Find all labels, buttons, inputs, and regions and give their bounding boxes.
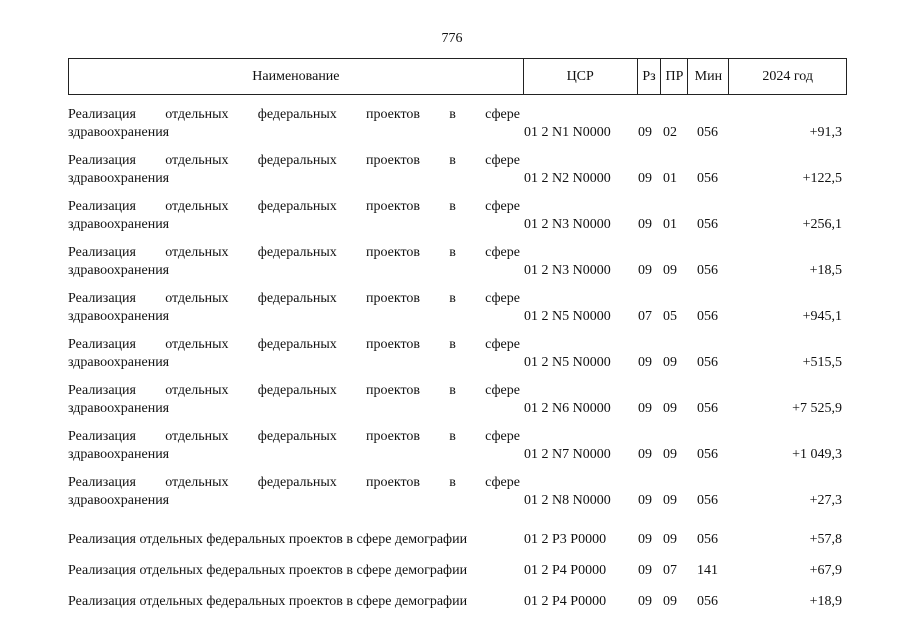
word: Реализация <box>68 199 136 214</box>
cell-min: 056 <box>697 594 718 609</box>
word: Реализация <box>68 107 136 122</box>
cell-csr: 01 2 P4 P0000 <box>524 594 607 609</box>
word: федеральных <box>257 383 337 398</box>
cell-rz: 09 <box>638 447 652 462</box>
cell-rz: 09 <box>638 125 652 140</box>
cell-csr: 01 2 N6 N0000 <box>524 401 611 416</box>
row-name-line1 <box>68 152 520 170</box>
word: в <box>449 475 456 490</box>
word: отдельных <box>165 383 229 398</box>
cell-rz: 09 <box>638 263 652 278</box>
word: сфере <box>485 337 520 352</box>
word: сфере <box>485 199 520 214</box>
cell-csr: 01 2 N7 N0000 <box>524 447 611 462</box>
row-name <box>68 336 520 372</box>
word: Реализация <box>68 429 136 444</box>
word: в <box>449 153 456 168</box>
word: проектов <box>366 107 421 122</box>
table-row <box>0 551 904 582</box>
word: проектов <box>366 291 421 306</box>
page-number: 776 <box>441 31 463 46</box>
column-header-csr: ЦСР <box>524 59 638 94</box>
word: федеральных <box>257 337 337 352</box>
row-name: Реализация отдельных федеральных проектов в сфере демографии <box>68 532 468 547</box>
row-name-line1 <box>68 106 520 124</box>
word: проектов <box>366 475 421 490</box>
cell-rz: 09 <box>638 563 652 578</box>
word: отдельных <box>165 107 229 122</box>
word: федеральных <box>257 107 337 122</box>
row-name-line2: здравоохранения <box>68 309 170 324</box>
cell-csr: 01 2 N1 N0000 <box>524 125 611 140</box>
word: Реализация <box>68 383 136 398</box>
word: сфере <box>485 429 520 444</box>
word: Реализация <box>68 475 136 490</box>
word: сфере <box>485 291 520 306</box>
word: Реализация <box>68 291 136 306</box>
row-name <box>68 290 520 326</box>
cell-rz: 09 <box>638 171 652 186</box>
word: проектов <box>366 245 421 260</box>
cell-pr: 01 <box>663 217 677 232</box>
cell-amount: +27,3 <box>809 493 842 508</box>
row-name-line2: здравоохранения <box>68 355 170 370</box>
word: сфере <box>485 245 520 260</box>
column-header-year: 2024 год <box>762 68 813 84</box>
cell-amount: +945,1 <box>802 309 842 324</box>
cell-pr: 09 <box>663 532 677 547</box>
word: Реализация <box>68 337 136 352</box>
row-name-line1 <box>68 290 520 308</box>
word: проектов <box>366 337 421 352</box>
row-name-line1 <box>68 336 520 354</box>
word: сфере <box>485 383 520 398</box>
cell-min: 056 <box>697 532 718 547</box>
word: отдельных <box>165 429 229 444</box>
cell-min: 056 <box>697 355 718 370</box>
cell-amount: +7 525,9 <box>792 401 842 416</box>
word: отдельных <box>165 199 229 214</box>
cell-amount: +1 049,3 <box>792 447 842 462</box>
column-header-name: Наименование <box>69 59 524 94</box>
table-row <box>0 520 904 551</box>
word: отдельных <box>165 337 229 352</box>
cell-rz: 09 <box>638 594 652 609</box>
table-header <box>68 58 847 95</box>
row-name-line1 <box>68 428 520 446</box>
word: Реализация <box>68 153 136 168</box>
row-name-line1 <box>68 382 520 400</box>
table-row <box>0 336 904 382</box>
cell-csr: 01 2 N2 N0000 <box>524 171 611 186</box>
table-row <box>0 152 904 198</box>
row-name <box>68 382 520 418</box>
cell-rz: 09 <box>638 355 652 370</box>
cell-min: 056 <box>697 447 718 462</box>
row-name-line2: здравоохранения <box>68 217 170 232</box>
row-name <box>68 198 520 234</box>
cell-rz: 09 <box>638 217 652 232</box>
word: сфере <box>485 153 520 168</box>
table-row <box>0 106 904 152</box>
cell-pr: 09 <box>663 594 677 609</box>
row-name-line2: здравоохранения <box>68 171 170 186</box>
word: в <box>449 291 456 306</box>
word: в <box>449 337 456 352</box>
cell-csr: 01 2 P3 P0000 <box>524 532 607 547</box>
row-name-line1 <box>68 474 520 492</box>
cell-pr: 09 <box>663 447 677 462</box>
row-name <box>68 244 520 280</box>
word: проектов <box>366 199 421 214</box>
word: отдельных <box>165 245 229 260</box>
word: в <box>449 429 456 444</box>
cell-amount: +515,5 <box>802 355 842 370</box>
cell-csr: 01 2 N3 N0000 <box>524 217 611 232</box>
column-header-min: Мин <box>688 59 729 94</box>
cell-min: 141 <box>697 563 718 578</box>
word: в <box>449 245 456 260</box>
cell-pr: 09 <box>663 263 677 278</box>
column-header-rz: Рз <box>638 59 662 94</box>
table-row <box>0 474 904 520</box>
table-body <box>0 106 904 613</box>
table-row <box>0 582 904 613</box>
cell-pr: 09 <box>663 401 677 416</box>
cell-min: 056 <box>697 125 718 140</box>
table-row <box>0 244 904 290</box>
cell-pr: 01 <box>663 171 677 186</box>
word: в <box>449 107 456 122</box>
row-name-line1 <box>68 198 520 216</box>
word: отдельных <box>165 291 229 306</box>
word: федеральных <box>257 199 337 214</box>
cell-rz: 09 <box>638 532 652 547</box>
cell-min: 056 <box>697 171 718 186</box>
word: сфере <box>485 107 520 122</box>
cell-min: 056 <box>697 309 718 324</box>
table-row <box>0 382 904 428</box>
word: проектов <box>366 153 421 168</box>
row-name: Реализация отдельных федеральных проектов в сфере демографии <box>68 594 468 609</box>
cell-amount: +122,5 <box>802 171 842 186</box>
cell-csr: 01 2 N5 N0000 <box>524 309 611 324</box>
table-row <box>0 428 904 474</box>
word: федеральных <box>257 429 337 444</box>
cell-pr: 05 <box>663 309 677 324</box>
cell-pr: 09 <box>663 493 677 508</box>
word: федеральных <box>257 153 337 168</box>
row-name <box>68 106 520 142</box>
word: отдельных <box>165 475 229 490</box>
cell-amount: +18,9 <box>809 594 842 609</box>
row-name <box>68 428 520 464</box>
word: федеральных <box>257 291 337 306</box>
word: федеральных <box>257 475 337 490</box>
cell-csr: 01 2 N3 N0000 <box>524 263 611 278</box>
word: в <box>449 383 456 398</box>
cell-min: 056 <box>697 263 718 278</box>
cell-amount: +256,1 <box>802 217 842 232</box>
table-row <box>0 290 904 336</box>
row-name-line2: здравоохранения <box>68 493 170 508</box>
word: Реализация <box>68 245 136 260</box>
column-header-pr: ПР <box>661 59 688 94</box>
row-name <box>68 152 520 188</box>
cell-min: 056 <box>697 217 718 232</box>
row-name <box>68 474 520 510</box>
word: отдельных <box>165 153 229 168</box>
table-row <box>0 198 904 244</box>
cell-csr: 01 2 N8 N0000 <box>524 493 611 508</box>
cell-amount: +18,5 <box>809 263 842 278</box>
row-name: Реализация отдельных федеральных проектов в сфере демографии <box>68 563 468 578</box>
cell-rz: 09 <box>638 493 652 508</box>
cell-amount: +91,3 <box>809 125 842 140</box>
row-name-line2: здравоохранения <box>68 263 170 278</box>
row-name-line2: здравоохранения <box>68 401 170 416</box>
word: федеральных <box>257 245 337 260</box>
cell-rz: 07 <box>638 309 652 324</box>
row-name-line2: здравоохранения <box>68 125 170 140</box>
cell-amount: +67,9 <box>809 563 842 578</box>
word: сфере <box>485 475 520 490</box>
cell-amount: +57,8 <box>809 532 842 547</box>
cell-pr: 07 <box>663 563 677 578</box>
cell-pr: 09 <box>663 355 677 370</box>
cell-rz: 09 <box>638 401 652 416</box>
cell-min: 056 <box>697 493 718 508</box>
word: проектов <box>366 429 421 444</box>
cell-csr: 01 2 N5 N0000 <box>524 355 611 370</box>
cell-min: 056 <box>697 401 718 416</box>
cell-pr: 02 <box>663 125 677 140</box>
cell-csr: 01 2 P4 P0000 <box>524 563 607 578</box>
word: в <box>449 199 456 214</box>
row-name-line1 <box>68 244 520 262</box>
row-name-line2: здравоохранения <box>68 447 170 462</box>
word: проектов <box>366 383 421 398</box>
